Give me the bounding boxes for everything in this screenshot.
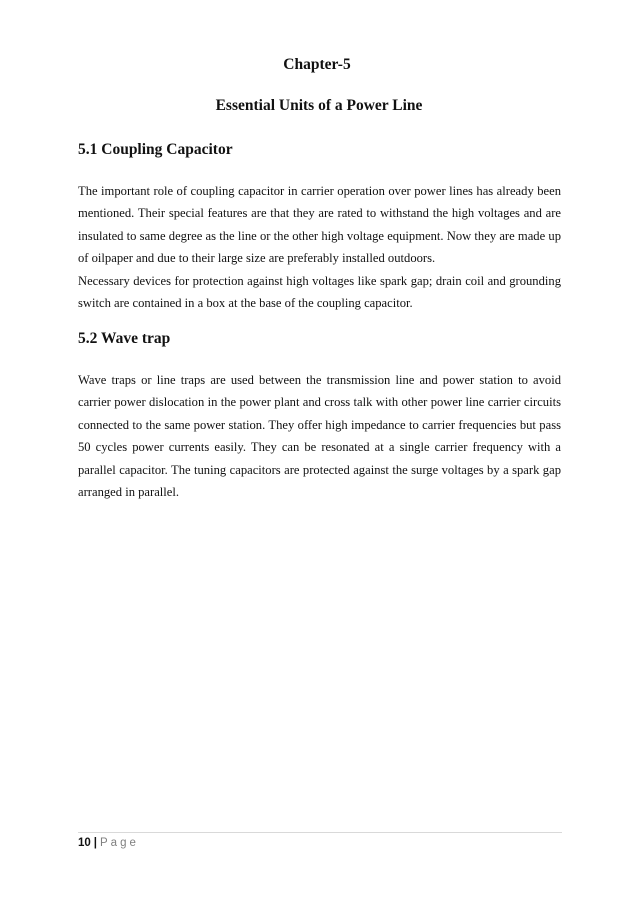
page-footer xyxy=(78,837,139,849)
paragraph-coupling-capacitor-1: The important role of coupling capacitor in carrier operation over power lines has already been mentioned. Their special features are that they are rated to withstand the high voltages and are insulated to same degree as the line or the other high voltage equipment. Now they are made up of oilpaper and due to their large size are preferably installed outdoors. xyxy=(78,184,561,266)
footer-divider xyxy=(78,832,562,833)
chapter-title xyxy=(0,97,638,115)
paragraph-wave-trap-1: Wave traps or line traps are used between the transmission line and power station to avoid carrier power dislocation in the power plant and cross talk with other power line carrier circuits connected to the same power station. They offer high impedance to carrier frequencies but pass 50 cycles power currents easily. They can be resonated at a single carrier frequency with a parallel capacitor. The tuning capacitors are protected against the surge voltages by a spark gap arranged in parallel. xyxy=(78,373,561,500)
section-heading-wave-trap: 5.2 Wave trap xyxy=(78,330,171,347)
chapter-number xyxy=(0,56,638,74)
footer-page-label: Page xyxy=(100,837,139,849)
chapter-number-text: Chapter-5 xyxy=(283,56,351,73)
section-heading-coupling-capacitor: 5.1 Coupling Capacitor xyxy=(78,141,233,158)
footer-separator: | xyxy=(93,837,98,849)
footer-page-number: 10 xyxy=(78,837,91,849)
paragraph-coupling-capacitor-2: Necessary devices for protection against high voltages like spark gap; drain coil and grounding switch are contained in a box at the base of the coupling capacitor. xyxy=(78,274,561,311)
chapter-title-text: Essential Units of a Power Line xyxy=(215,97,423,114)
